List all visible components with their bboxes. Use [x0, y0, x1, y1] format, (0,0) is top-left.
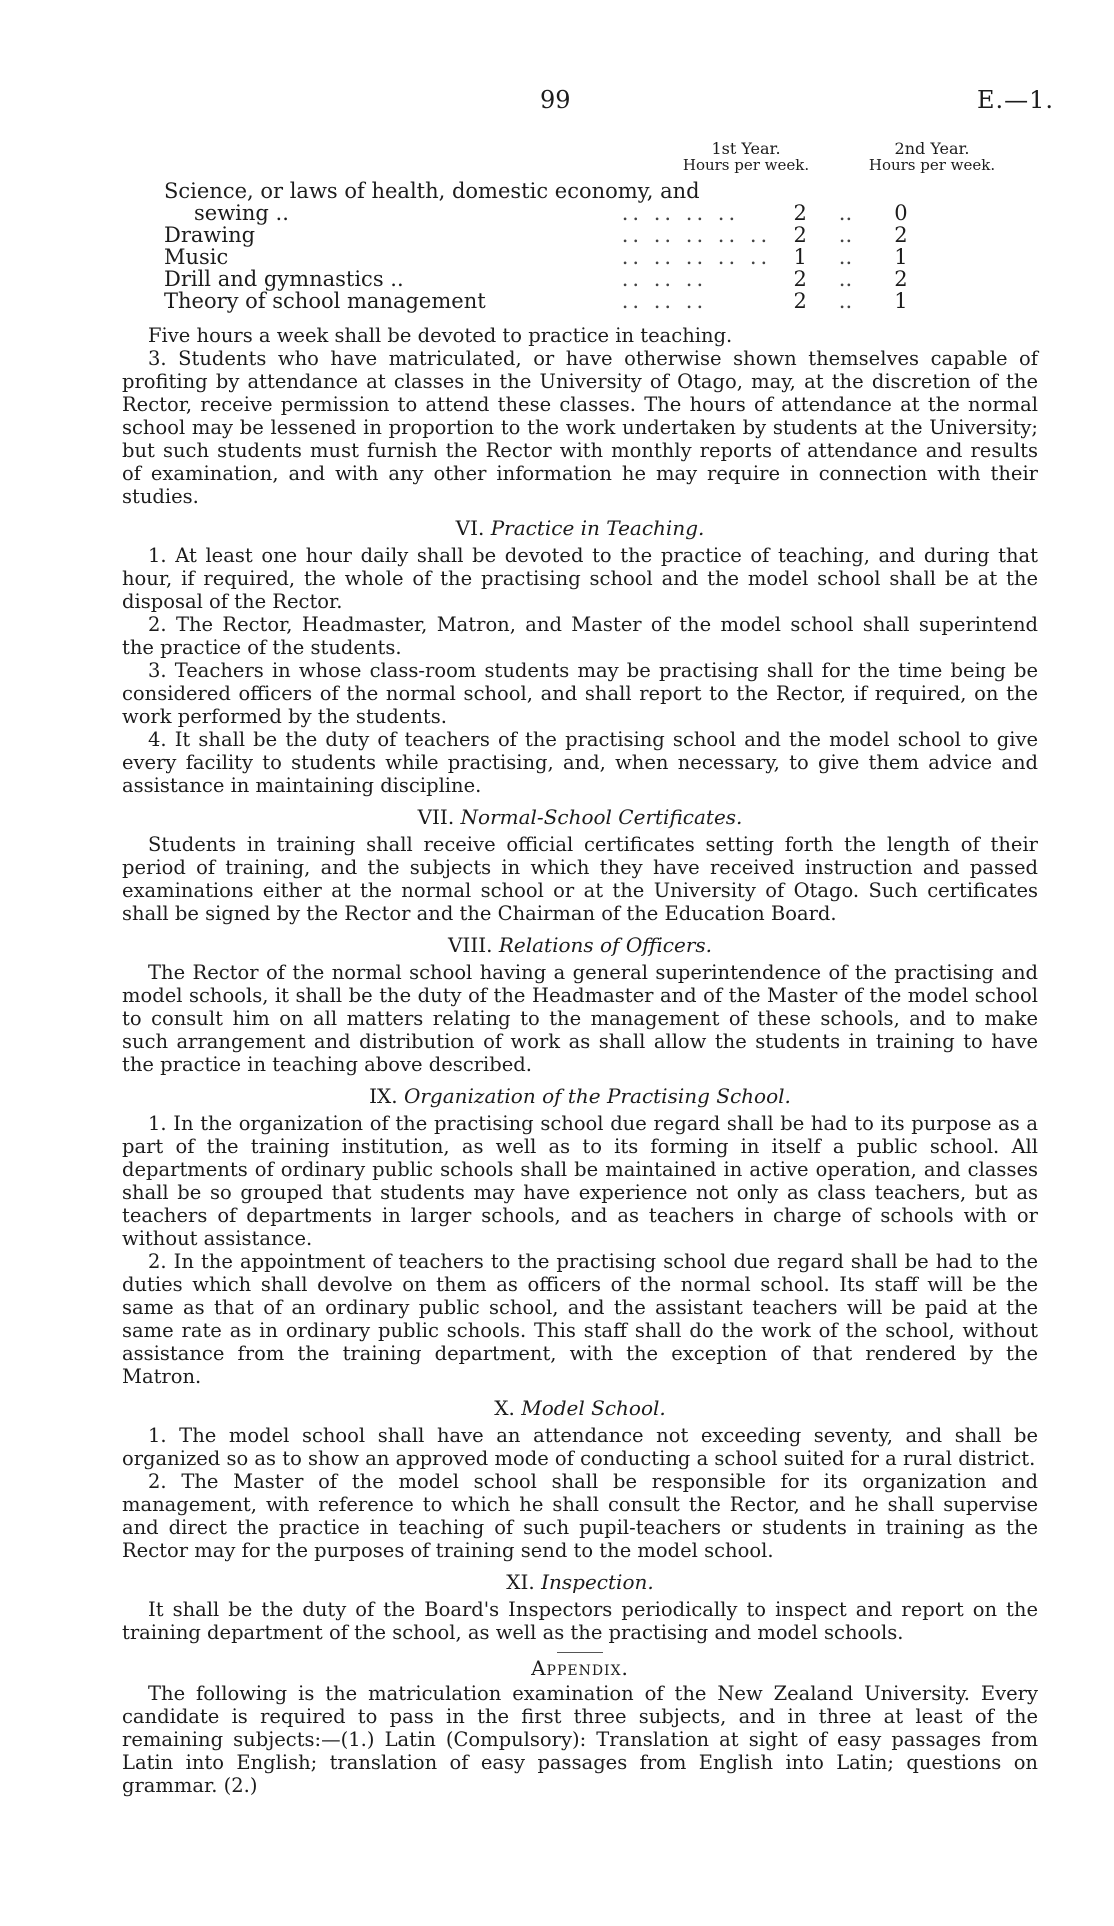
paragraph-practice-1: 1. At least one hour daily shall be devoted to the practice of teaching, and during that hour, if required, the whole of the practising school and the model school shall be at the disposal of the Rector.: [122, 544, 1038, 613]
section-title: Normal-School Certificates.: [460, 805, 743, 829]
paragraph-model-school-1: 1. The model school shall have an attendance not exceeding seventy, and shall be organized so as to show an approved mode of conducting a school suited for a rural district.: [122, 1424, 1038, 1470]
section-heading-certificates: [122, 805, 1038, 829]
section-number: XI.: [506, 1570, 535, 1594]
second-year-hours: 0: [894, 201, 908, 225]
paragraph-inspection: It shall be the duty of the Board's Inspectors periodically to inspect and report on the training department of the school, as well as the practising and model schools.: [122, 1598, 1038, 1644]
subject-cell: Theory of school management: [164, 289, 486, 313]
section-number: X.: [494, 1396, 515, 1420]
hours-table-row: [164, 290, 940, 312]
section-heading-relations-of-officers: [122, 933, 1038, 957]
paragraph-organization-2: 2. In the appointment of teachers to the practising school due regard shall be had to the duties which shall devolve on them as officers of the normal school. Its staff will be the same as that of an ordinary public school, and the assistant teachers will be paid at the same rate as in ordinary public schools. This staff shall do the work of the school, without assistance from the training department, with the exception of that rendered by the Matron.: [122, 1250, 1038, 1388]
paragraph-organization-1: 1. In the organization of the practising school due regard shall be had to its purpose as a part of the training institution, as well as to its forming in itself a public school. All departments of ordinary public schools shall be maintained in active operation, and classes shall be so grouped that students may have experience not only as class teachers, but as teachers of departments in larger schools, and as teachers in charge of schools with or without assistance.: [122, 1112, 1038, 1250]
body-text: [122, 324, 1038, 1797]
first-year-title: 1st Year.: [711, 139, 781, 158]
leader-dots: ..: [838, 245, 853, 269]
paragraph-relations: The Rector of the normal school having a general superintendence of the practising and model schools, it shall be the duty of the Headmaster and of the Master of the model school to consult him on all matters relating to the management of these schools, and to make such arrangement and distribution of work as shall allow the students in training to have the practice in teaching above described.: [122, 961, 1038, 1076]
second-year-hours: 1: [894, 289, 908, 313]
leader-dots: .. .. .. .. ..: [621, 245, 772, 269]
section-title: Inspection.: [541, 1570, 654, 1594]
second-year-header: [862, 140, 1002, 174]
subject-cell: Science, or laws of health, domestic economy, and: [164, 179, 700, 203]
paragraph-appendix: The following is the matriculation examination of the New Zealand University. Every candidate is required to pass in the first three subjects, and in three at least of the remaining subjects:—(1.) Latin (Compulsory): Translation at sight of easy passages from Latin into English; translation of easy passages from English into Latin; questions on grammar. (2.): [122, 1682, 1038, 1797]
second-year-hours: 1: [894, 245, 908, 269]
section-heading-organization: [122, 1084, 1038, 1108]
page-number: 99: [540, 86, 571, 114]
section-number: IX.: [369, 1084, 398, 1108]
section-heading-inspection: [122, 1570, 1038, 1594]
paragraph-university-students: 3. Students who have matriculated, or have otherwise shown themselves capable of profiting by attendance at classes in the University of Otago, may, at the discretion of the Rector, receive permission to attend these classes. The hours of attendance at the normal school may be lessened in proportion to the work undertaken by students at the University; but such students must furnish the Rector with monthly reports of attendance and results of examination, and with any other information he may require in connection with their studies.: [122, 347, 1038, 508]
section-number: VIII.: [447, 933, 493, 957]
first-year-hours: 2: [793, 289, 807, 313]
section-title: Relations of Officers.: [498, 933, 713, 957]
second-year-hours: 2: [894, 223, 908, 247]
section-heading-practice-in-teaching: [122, 516, 1038, 540]
second-year-subtitle: Hours per week.: [868, 156, 996, 174]
paragraph-practice-4: 4. It shall be the duty of teachers of the practising school and the model school to give every facility to students while practising, and, when necessary, to give them advice and assistance in maintaining discipline.: [122, 728, 1038, 797]
paragraph-practice-2: 2. The Rector, Headmaster, Matron, and Master of the model school shall superintend the practice of the students.: [122, 613, 1038, 659]
appendix-heading: Appendix.: [531, 1656, 629, 1680]
hours-table-row: [164, 202, 940, 224]
paragraph-practice-3: 3. Teachers in whose class-room students may be practising shall for the time being be considered officers of the normal school, and shall report to the Rector, if required, on the work performed by the students.: [122, 659, 1038, 728]
paragraph-practice-hours: Five hours a week shall be devoted to practice in teaching.: [148, 324, 733, 347]
subject-cell: Music: [164, 245, 229, 269]
second-year-hours: 2: [894, 267, 908, 291]
first-year-hours: 2: [793, 267, 807, 291]
first-year-header: [676, 140, 816, 174]
first-year-hours: 2: [793, 201, 807, 225]
section-number: VII.: [417, 805, 455, 829]
section-title: Practice in Teaching.: [490, 516, 705, 540]
leader-dots: .. .. .. ..: [621, 201, 740, 225]
leader-dots: ..: [838, 289, 853, 313]
paragraph-certificates: Students in training shall receive official certificates setting forth the length of their period of training, and the subjects in which they have received instruction and passed examinations either at the normal school or at the University of Otago. Such certificates shall be signed by the Rector and the Chairman of the Education Board.: [122, 833, 1038, 925]
section-title: Model School.: [521, 1396, 666, 1420]
subject-cell: sewing ..: [194, 201, 289, 225]
leader-dots: ..: [838, 267, 853, 291]
subject-cell: Drawing: [164, 223, 256, 247]
document-reference: E.—1.: [976, 86, 1054, 114]
section-number: VI.: [455, 516, 485, 540]
leader-dots: .. .. .. .. ..: [621, 223, 772, 247]
section-divider: [557, 1652, 603, 1653]
section-heading-model-school: [122, 1396, 1038, 1420]
subject-cell: Drill and gymnastics ..: [164, 267, 404, 291]
paragraph-model-school-2: 2. The Master of the model school shall be responsible for its organization and management, with reference to which he shall consult the Rector, and he shall supervise and direct the practice in teaching of such pupil-teachers or students in training as the Rector may for the purposes of training send to the model school.: [122, 1470, 1038, 1562]
hours-table-row: [164, 268, 940, 290]
hours-table-row: [164, 224, 940, 246]
section-title: Organization of the Practising School.: [403, 1084, 791, 1108]
leader-dots: ..: [838, 201, 853, 225]
leader-dots: ..: [838, 223, 853, 247]
hours-table-row: [164, 180, 940, 202]
hours-table-body: [164, 180, 940, 312]
first-year-hours: 1: [793, 245, 807, 269]
second-year-title: 2nd Year.: [894, 139, 970, 158]
hours-per-week-table: [164, 180, 940, 312]
first-year-subtitle: Hours per week.: [682, 156, 810, 174]
leader-dots: .. .. ..: [621, 289, 708, 313]
hours-table-row: [164, 246, 940, 268]
first-year-hours: 2: [793, 223, 807, 247]
leader-dots: .. .. ..: [621, 267, 708, 291]
